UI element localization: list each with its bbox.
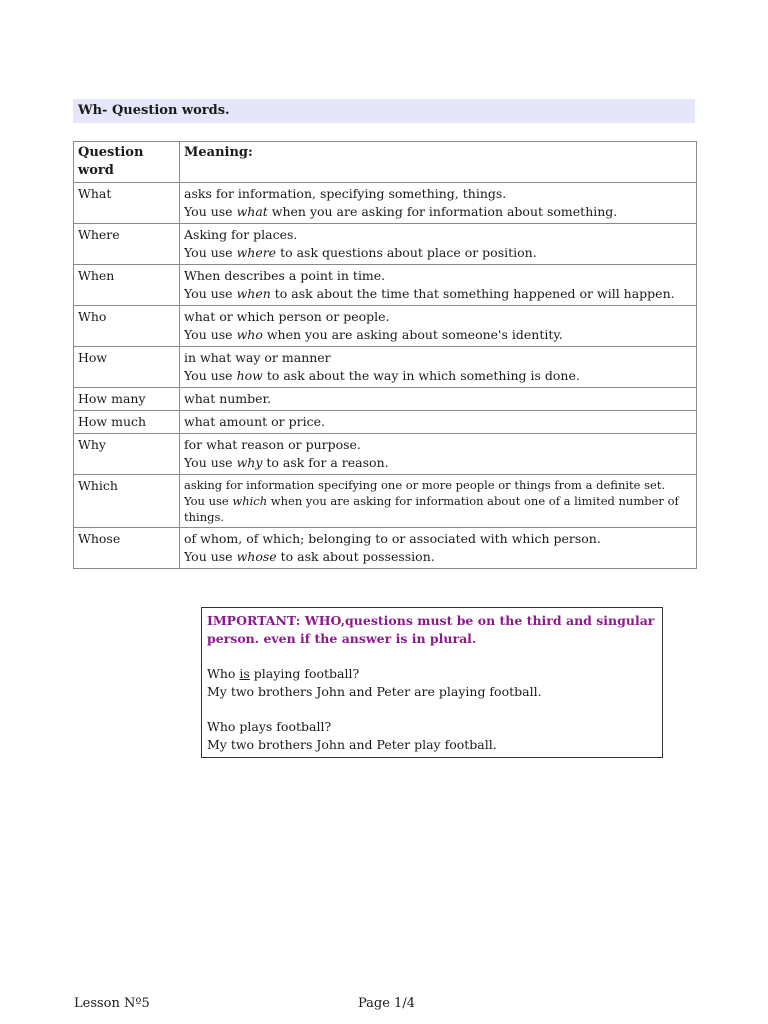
meaning-line: Asking for places. [184,227,298,242]
usage-keyword: where [236,245,277,260]
table-row [74,528,697,569]
usage-suffix: when you are asking for information about something. [267,204,618,219]
q1-underlined-verb: is [239,666,250,681]
meaning-line: asks for information, specifying something, things. [184,186,507,201]
column-header-meaning: Meaning: [180,142,697,183]
meaning [180,434,697,475]
section-heading: Wh- Question words. [73,99,695,123]
table-row [74,306,697,347]
question-word: Who [74,306,180,347]
usage-line [184,493,692,525]
meaning [180,528,697,569]
question-word: Whose [74,528,180,569]
meaning-line: asking for information specifying one or more people or things from a definite set. [184,478,666,492]
usage-keyword: which [232,494,268,508]
question-word: How [74,347,180,388]
usage-suffix: to ask about possession. [276,549,435,564]
question-word: Which [74,475,180,528]
usage-line [184,548,692,566]
important-text: IMPORTANT: WHO,questions must be on the third and singular person. even if the answer is in plural. [207,613,655,646]
table-row [74,265,697,306]
usage-line [184,203,692,221]
usage-keyword: how [236,368,263,383]
question-word: When [74,265,180,306]
q1-prefix: Who [207,666,240,681]
example-answer-2: My two brothers John and Peter play football. [207,737,497,752]
usage-prefix: You use [184,245,237,260]
important-note-box [201,607,663,758]
meaning [180,347,697,388]
question-word: How much [74,411,180,434]
example-question-1 [207,665,657,683]
meaning-line: in what way or manner [184,350,331,365]
meaning-line: of whom, of which; belonging to or associated with which person. [184,531,601,546]
usage-suffix: when you are asking about someone's identity. [262,327,563,342]
meaning [180,411,697,434]
table-row [74,475,697,528]
usage-keyword: when [236,286,271,301]
example-question-2: Who plays football? [207,719,332,734]
usage-suffix: to ask questions about place or position. [276,245,537,260]
usage-prefix: You use [184,455,237,470]
usage-prefix: You use [184,204,237,219]
usage-prefix: You use [184,549,237,564]
meaning [180,265,697,306]
table-row [74,183,697,224]
usage-prefix: You use [184,368,237,383]
meaning [180,388,697,411]
usage-keyword: why [236,455,263,470]
q1-suffix: playing football? [249,666,360,681]
usage-line [184,454,692,472]
meaning-line: what amount or price. [184,414,325,429]
example-answer-1: My two brothers John and Peter are playing football. [207,684,542,699]
meaning-line: for what reason or purpose. [184,437,361,452]
usage-suffix: to ask about the time that something happened or will happen. [270,286,675,301]
meaning-line: what number. [184,391,272,406]
usage-line [184,244,692,262]
question-word: Where [74,224,180,265]
usage-suffix: when you are asking for information about one of a limited number of things. [184,494,679,524]
usage-keyword: who [236,327,263,342]
usage-prefix: You use [184,327,237,342]
usage-suffix: to ask about the way in which something is done. [262,368,580,383]
table-row [74,388,697,411]
table-header-row [74,142,697,183]
meaning [180,183,697,224]
usage-line [184,285,692,303]
question-word: How many [74,388,180,411]
table-row [74,224,697,265]
question-words-table [73,141,697,569]
meaning-line: When describes a point in time. [184,268,386,283]
footer-page-number: Page 1/4 [358,996,415,1011]
footer-lesson: Lesson Nº5 [74,996,150,1011]
table-row [74,347,697,388]
meaning [180,224,697,265]
question-word: Why [74,434,180,475]
usage-keyword: whose [236,549,277,564]
question-word: What [74,183,180,224]
meaning [180,306,697,347]
usage-keyword: what [236,204,268,219]
meaning-line: what or which person or people. [184,309,390,324]
usage-line [184,367,692,385]
column-header-word: Question word [74,142,180,183]
table-row [74,411,697,434]
usage-suffix: to ask for a reason. [262,455,389,470]
usage-prefix: You use [184,286,237,301]
usage-line [184,326,692,344]
table-row [74,434,697,475]
meaning [180,475,697,528]
usage-prefix: You use [184,494,233,508]
